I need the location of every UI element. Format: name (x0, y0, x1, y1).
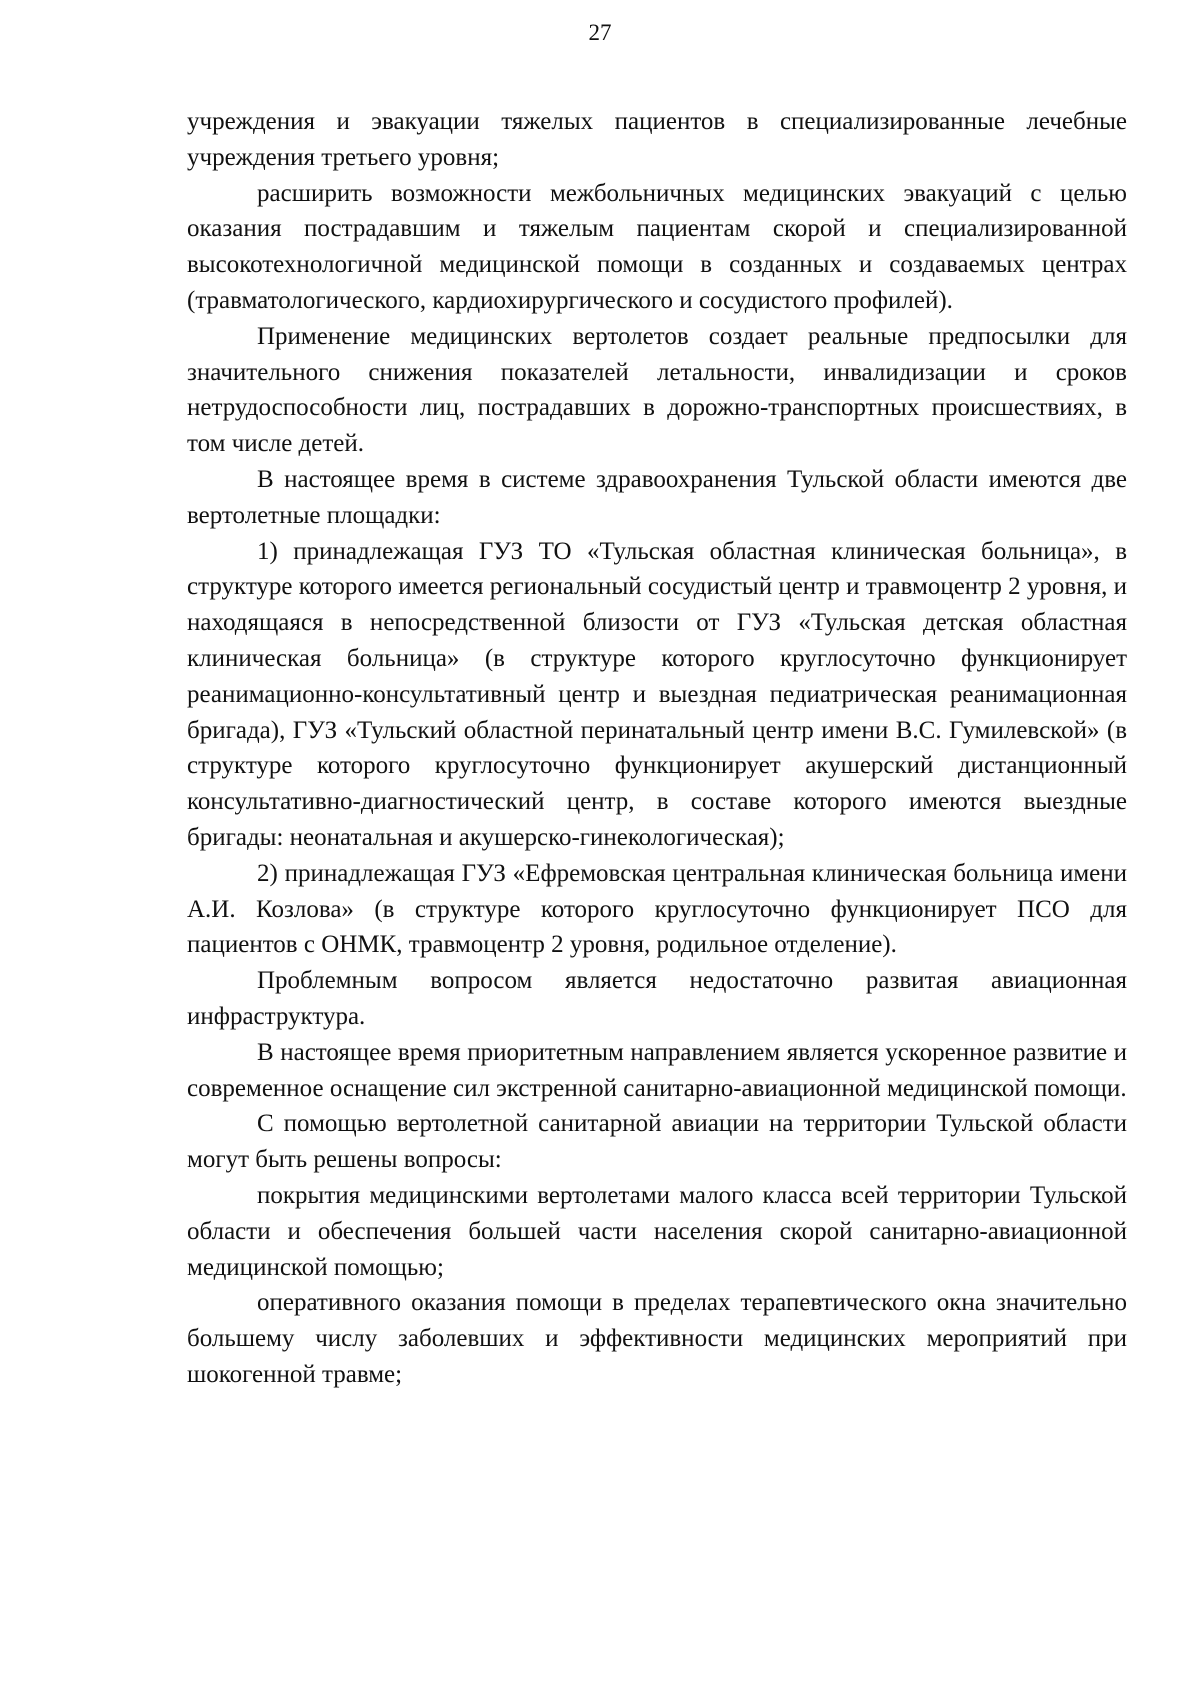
paragraph-helicopter-use: Применение медицинских вертолетов создает реальные предпосылки для значительного снижения показателей летальности, инвалидизации и сроков нетрудоспособности лиц, пострадавших в дорожно-транспортных происшествиях, в том числе детей. (187, 322, 1127, 458)
paragraph-operational-help: оперативного оказания помощи в пределах терапевтического окна значительно большему числу заболевших и эффективности медицинских мероприятий при шокогенной травме; (187, 1289, 1127, 1388)
paragraph-expand-evacuations: расширить возможности межбольничных медицинских эвакуаций с целью оказания пострадавшим и тяжелым пациентам скорой и специализированной высокотехнологичной медицинской помощи в созданных и создаваемых центрах (травматологического, кардиохирургического и сосудистого профилей). (187, 179, 1127, 314)
paragraph-continuation: учреждения и эвакуации тяжелых пациентов в специализированные лечебные учреждения третьего уровня; (187, 108, 1127, 171)
paragraph-helipad-2: 2) принадлежащая ГУЗ «Ефремовская центральная клиническая больница имени А.И. Козлова» (в структуре которого круглосуточно функционирует ПСО для пациентов с ОНМК, травмоцентр 2 уровня, родильное отделение). (187, 859, 1127, 959)
page-number: 27 (588, 20, 612, 45)
paragraph-helipads-intro: В настоящее время в системе здравоохранения Тульской области имеются две вертолетные площадки: (187, 465, 1127, 529)
paragraph-questions-intro: С помощью вертолетной санитарной авиации на территории Тульской области могут быть решены вопросы: (187, 1110, 1127, 1174)
paragraph-helipad-1: 1) принадлежащая ГУЗ ТО «Тульская областная клиническая больница», в структуре которого имеется региональный сосудистый центр и травмоцентр 2 уровня, и находящаяся в непосредственной близости от ГУЗ «Тульская детская областная клиническая больница» (в структуре которого круглосуточно функционирует реанимационно-консультативный центр и выездная педиатрическая реанимационная бригада), ГУЗ «Тульский областной перинатальный центр имени В.С. Гумилевской» (в структуре которого круглосуточно функционирует акушерский дистанционный консультативно-диагностический центр, в составе которого имеются выездные бригады: неонатальная и акушерско-гинекологическая); (187, 537, 1127, 851)
paragraph-problem: Проблемным вопросом является недостаточно развитая авиационная инфраструктура. (187, 967, 1127, 1030)
paragraph-priority: В настоящее время приоритетным направлением является ускоренное развитие и современное оснащение сил экстренной санитарно-авиационной медицинской помощи. (187, 1038, 1127, 1102)
paragraph-coverage: покрытия медицинскими вертолетами малого класса всей территории Тульской области и обеспечения большей части населения скорой санитарно-авиационной медицинской помощью; (187, 1181, 1127, 1281)
document-body (187, 104, 1127, 1393)
